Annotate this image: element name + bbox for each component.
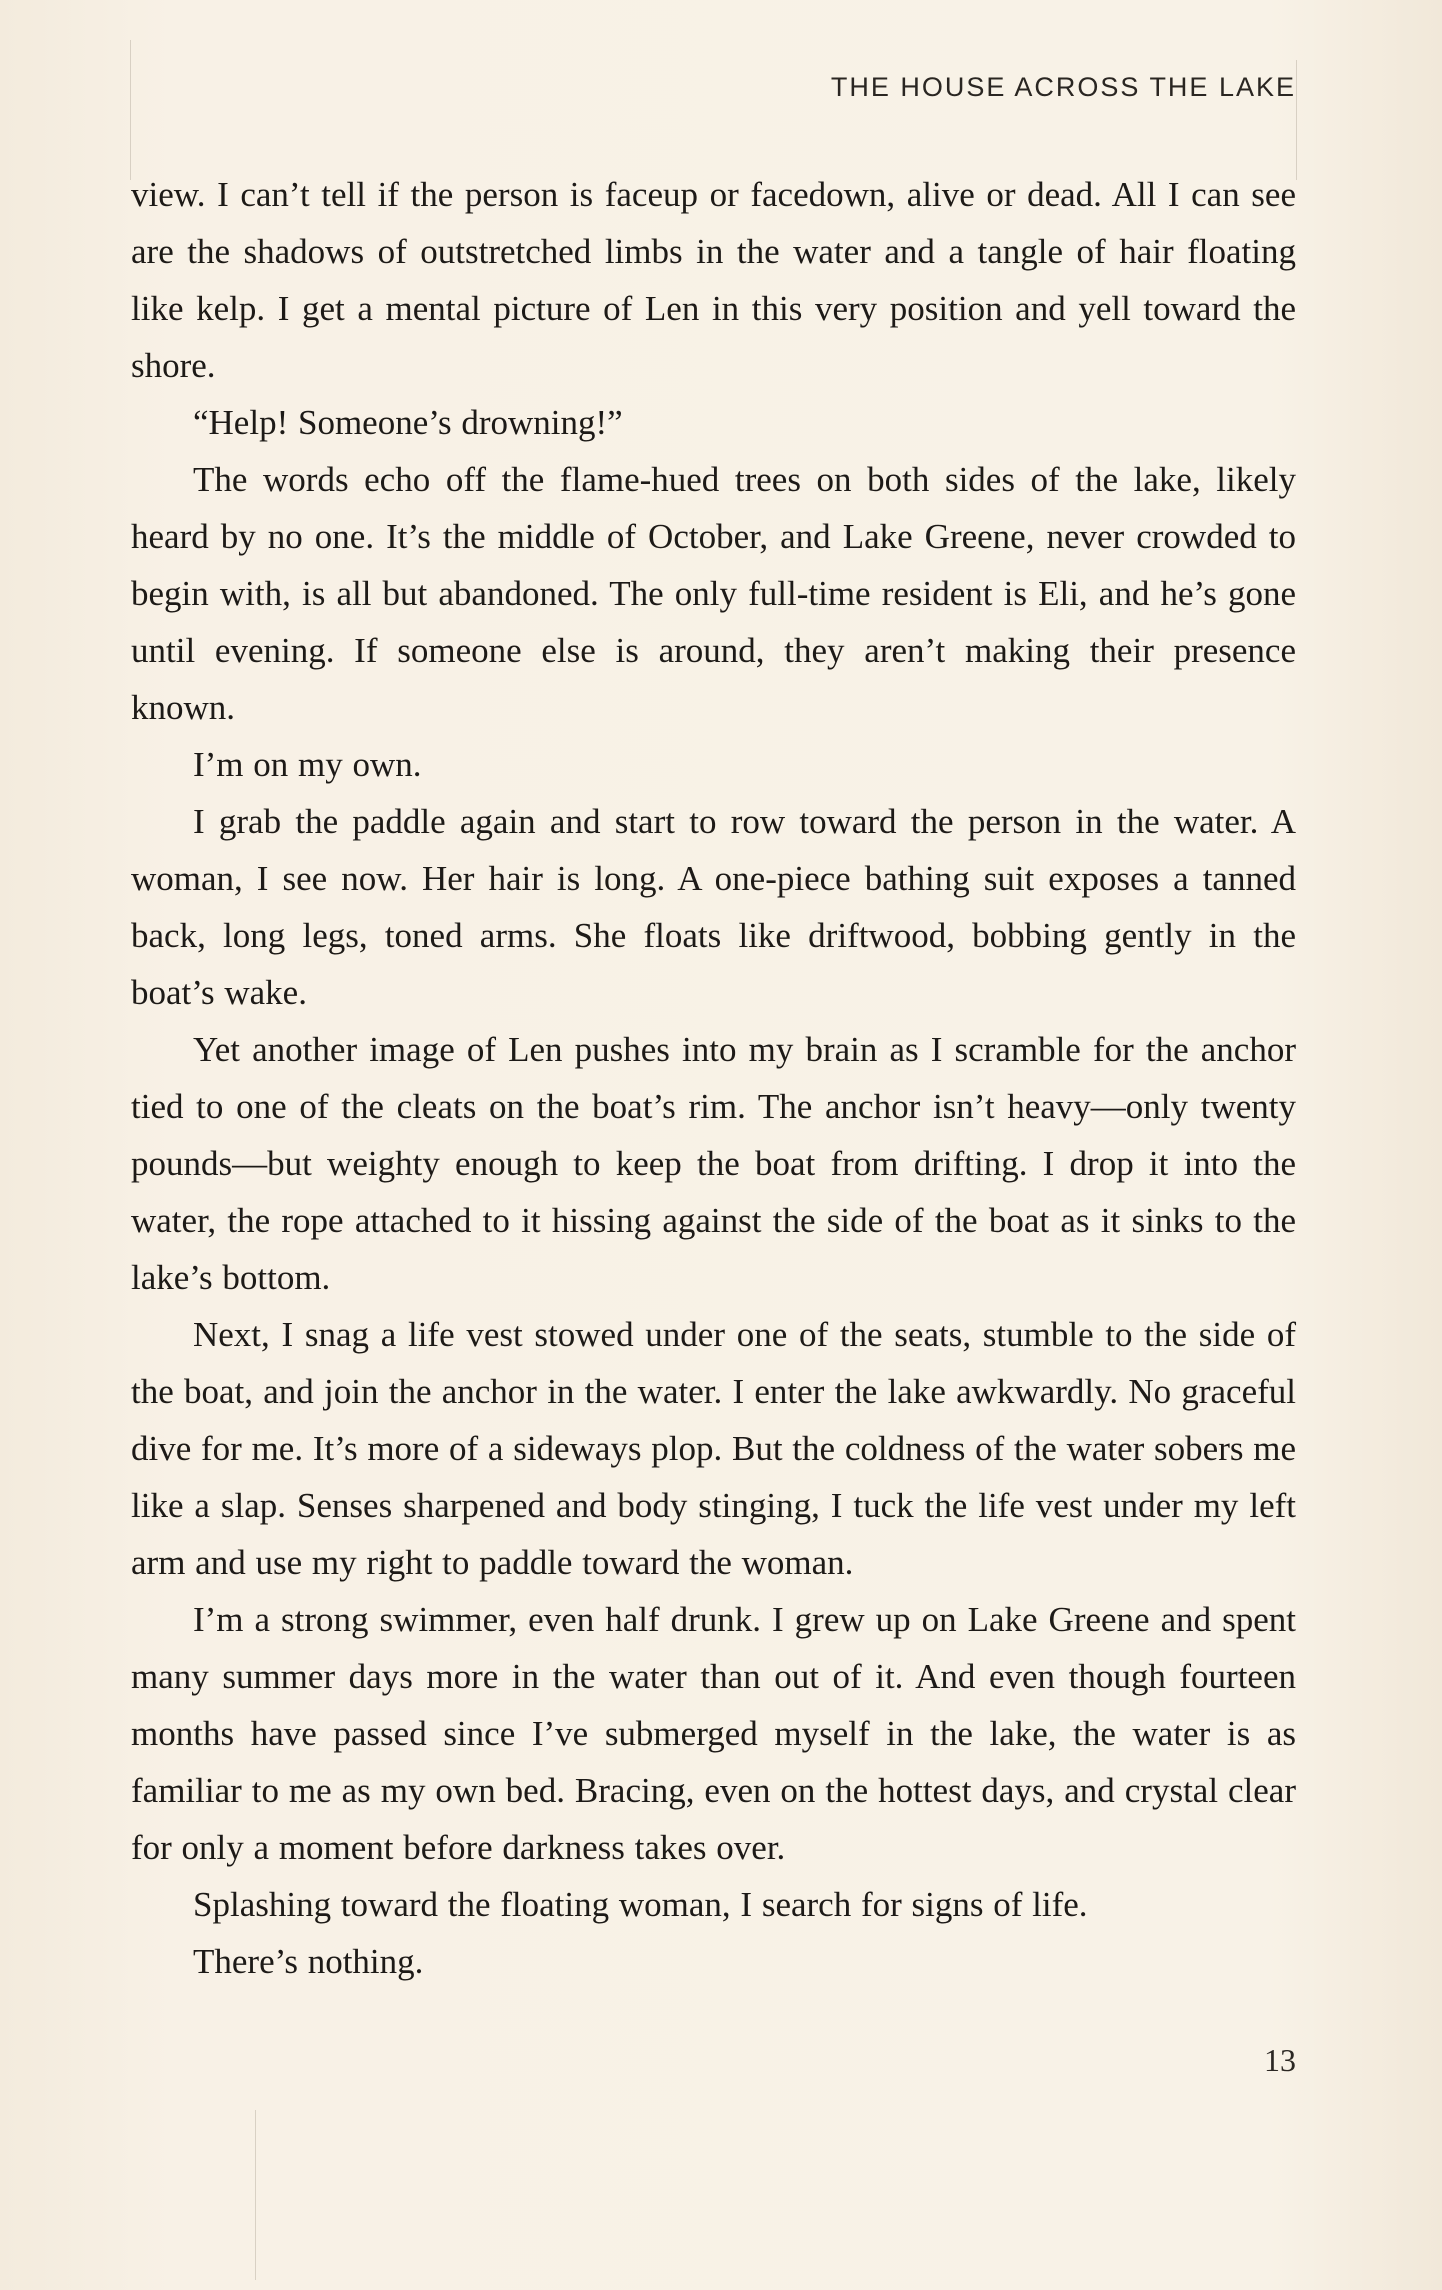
paragraph: There’s nothing. xyxy=(193,1942,424,1981)
paragraph: I’m on my own. xyxy=(193,745,422,784)
page-number: 13 xyxy=(1264,2042,1296,2078)
paper-crease-bottom xyxy=(255,2110,256,2280)
paragraph: The words echo off the flame-hued trees on both sides of the lake, likely heard by no one. It’s the middle of October, and Lake Greene, never crowded to begin with, is all but abandoned. The only full-time resident is Eli, and he’s gone until evening. If someone else is around, they aren’t making their presence known. xyxy=(131,460,1296,727)
paper-crease-left xyxy=(130,40,131,180)
paragraph: I grab the paddle again and start to row toward the person in the water. A woman, I see now. Her hair is long. A one-piece bathing suit exposes a tanned back, long legs, toned arms. She floats like driftwood, bobbing gently in the boat’s wake. xyxy=(131,802,1296,1012)
paragraph: Yet another image of Len pushes into my brain as I scramble for the anchor tied to one of the cleats on the boat’s rim. The anchor isn’t heavy—only twenty pounds—but weighty enough to keep the boat from drifting. I drop it into the water, the rope attached to it hissing against the side of the boat as it sinks to the lake’s bottom. xyxy=(131,1030,1296,1297)
paragraph: “Help! Someone’s drowning!” xyxy=(193,403,623,442)
paper-crease-right xyxy=(1296,60,1297,180)
body-text xyxy=(131,166,1296,1990)
paragraph: Splashing toward the floating woman, I search for signs of life. xyxy=(193,1885,1088,1924)
paragraph: I’m a strong swimmer, even half drunk. I grew up on Lake Greene and spent many summer days more in the water than out of it. And even though fourteen months have passed since I’ve submerged myself in the lake, the water is as familiar to me as my own bed. Bracing, even on the hottest days, and crystal clear for only a moment before darkness takes over. xyxy=(131,1600,1296,1867)
running-head: THE HOUSE ACROSS THE LAKE xyxy=(830,72,1296,102)
paragraph: Next, I snag a life vest stowed under one of the seats, stumble to the side of the boat, and join the anchor in the water. I enter the lake awkwardly. No graceful dive for me. It’s more of a sideways plop. But the coldness of the water sobers me like a slap. Senses sharpened and body stinging, I tuck the life vest under my left arm and use my right to paddle toward the woman. xyxy=(131,1315,1296,1582)
paragraph: view. I can’t tell if the person is faceup or facedown, alive or dead. All I can see are the shadows of outstretched limbs in the water and a tangle of hair floating like kelp. I get a mental picture of Len in this very position and yell toward the shore. xyxy=(131,175,1296,385)
